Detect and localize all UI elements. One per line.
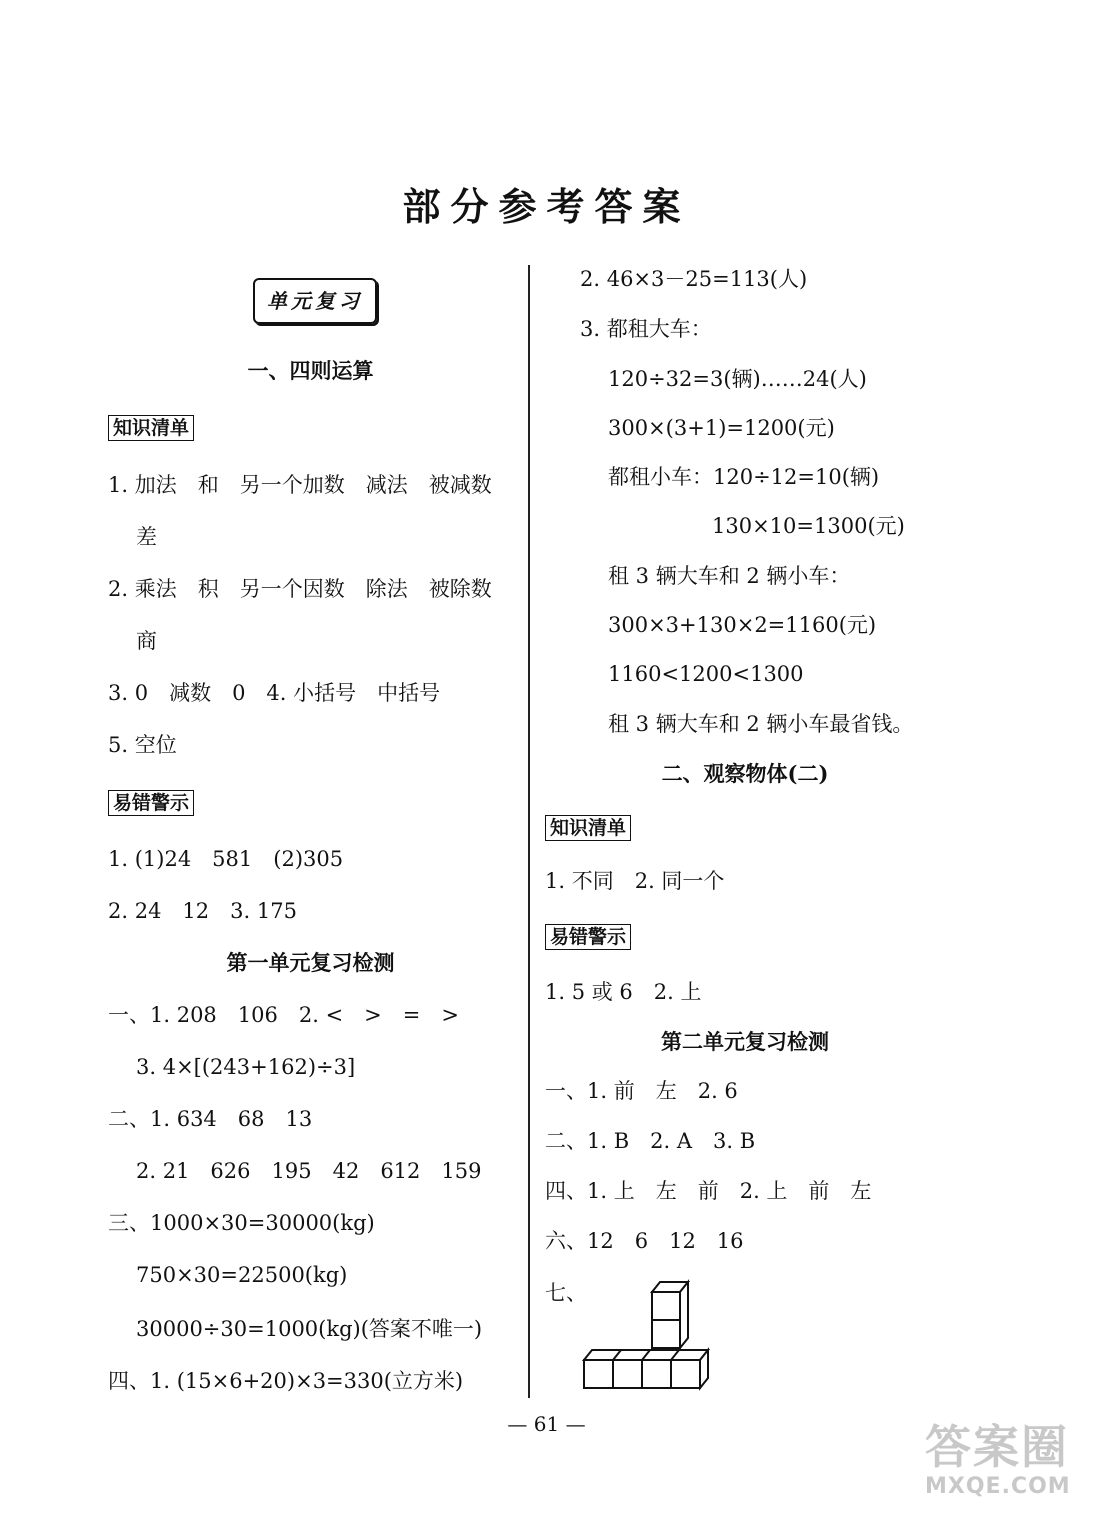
answer-r-t2: 二、1. B 2. A 3. B — [545, 1129, 756, 1153]
tag-error-warning-2: 易错警示 — [545, 924, 631, 950]
answer-r-t1: 一、1. 前 左 2. 6 — [545, 1079, 738, 1103]
page-title: 部分参考答案 — [402, 184, 691, 229]
answer-t1: 一、1. 208 106 2. < > = > — [108, 1003, 459, 1027]
answer-r9: 1160<1200<1300 — [608, 662, 804, 686]
answer-r5: 都租小车：120÷12=10(辆) — [608, 465, 880, 489]
answer-r4: 300×(3+1)=1200(元) — [608, 416, 835, 440]
column-divider — [528, 265, 530, 1398]
answer-e2: 2. 24 12 3. 175 — [108, 899, 297, 923]
answer-k1b: 差 — [136, 525, 157, 549]
watermark-logo: 答案圈 — [925, 1420, 1069, 1474]
answer-t3: 二、1. 634 68 13 — [108, 1107, 313, 1131]
answer-r3: 120÷32=3(辆)……24(人) — [608, 367, 867, 391]
unit2-test-title: 第二单元复习检测 — [661, 1029, 829, 1054]
answer-e1: 1. (1)24 581 (2)305 — [108, 847, 344, 871]
tag-knowledge-list: 知识清单 — [108, 415, 194, 441]
tag-error-warning: 易错警示 — [108, 790, 194, 816]
answer-r2: 3. 都租大车： — [580, 317, 712, 341]
answer-r6: 130×10=1300(元) — [712, 514, 905, 538]
section-title-arithmetic: 一、四则运算 — [247, 358, 374, 383]
answer-t5: 三、1000×30=30000(kg) — [108, 1211, 375, 1235]
answer-r8: 300×3+130×2=1160(元) — [608, 613, 877, 637]
answer-t8: 四、1. (15×6+20)×3=330(立方米) — [108, 1369, 464, 1393]
answer-r-k1: 1. 不同 2. 同一个 — [545, 869, 725, 893]
unit-review-box: 单元复习 — [253, 278, 377, 324]
answer-k1a: 1. 加法 和 另一个加数 减法 被减数 — [108, 473, 492, 497]
answer-k2a: 2. 乘法 积 另一个因数 除法 被除数 — [108, 577, 492, 601]
answer-t6: 750×30=22500(kg) — [136, 1263, 348, 1287]
watermark-url: MXQE.COM — [925, 1474, 1071, 1499]
answer-r-t4: 六、12 6 12 16 — [545, 1229, 744, 1253]
answer-r-e1: 1. 5 或 6 2. 上 — [545, 980, 702, 1004]
section-title-observe: 二、观察物体(二) — [661, 761, 829, 786]
tag-knowledge-list-2: 知识清单 — [545, 815, 631, 841]
unit1-test-title: 第一单元复习检测 — [226, 950, 395, 975]
cube-arrangement-figure — [582, 1278, 717, 1393]
answer-r7: 租 3 辆大车和 2 辆小车： — [608, 564, 851, 588]
answer-k3: 3. 0 减数 0 4. 小括号 中括号 — [108, 681, 441, 705]
page-number: — 61 — — [507, 1412, 586, 1436]
answer-t2: 3. 4×[(243+162)÷3] — [136, 1055, 356, 1079]
answer-r-t3: 四、1. 上 左 前 2. 上 前 左 — [545, 1179, 872, 1203]
answer-t7: 30000÷30=1000(kg)(答案不唯一) — [136, 1317, 483, 1341]
answer-r-t5: 七、 — [545, 1281, 587, 1305]
answer-t4: 2. 21 626 195 42 612 159 — [136, 1159, 482, 1183]
answer-r1: 2. 46×3－25=113(人) — [580, 267, 808, 291]
answer-r10: 租 3 辆大车和 2 辆小车最省钱。 — [608, 712, 914, 736]
answer-k5: 5. 空位 — [108, 733, 177, 757]
watermark — [925, 1420, 1075, 1520]
answer-k2b: 商 — [136, 629, 157, 653]
